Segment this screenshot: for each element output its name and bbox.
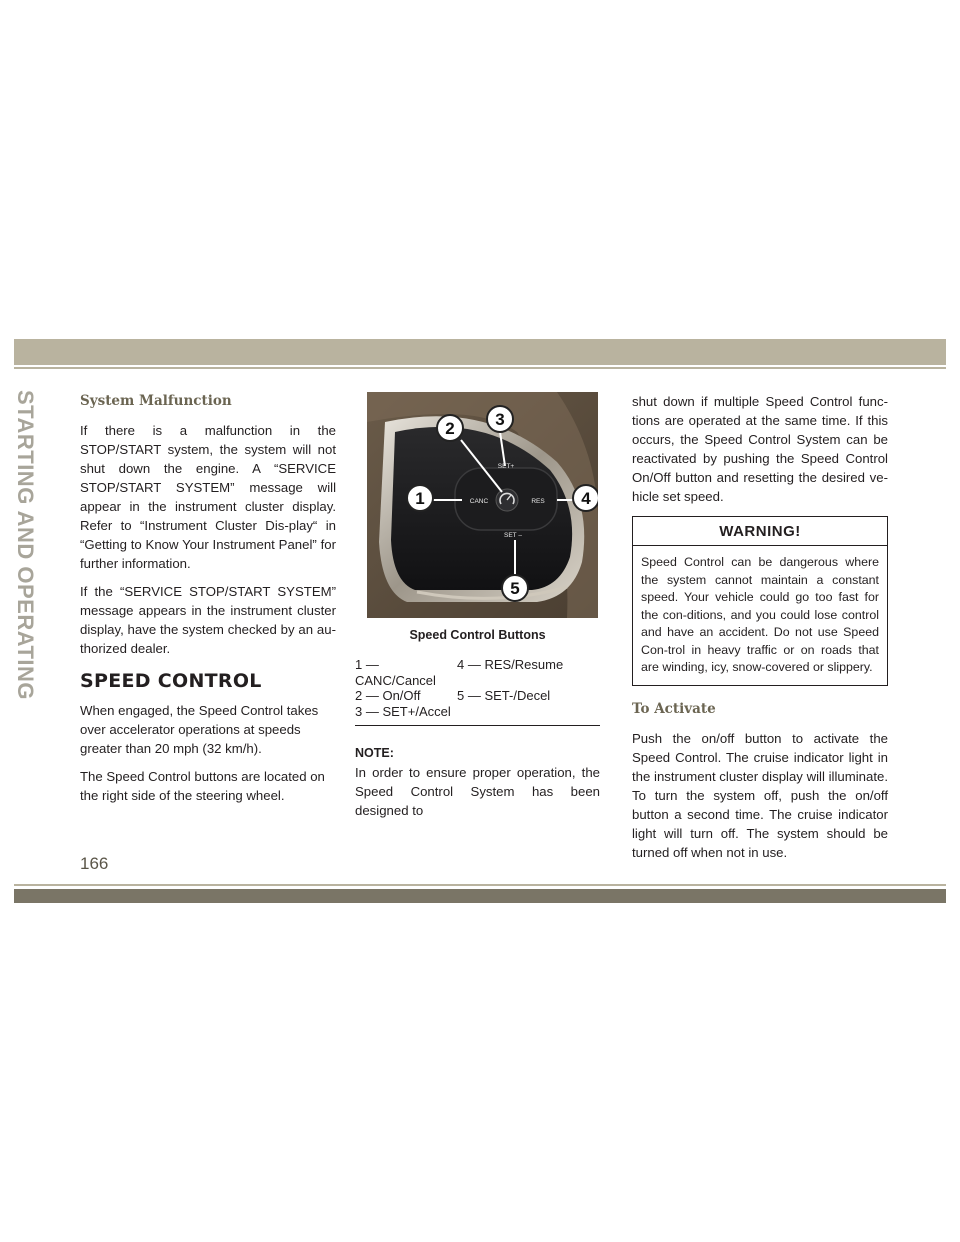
callout-1: 1 (415, 489, 425, 508)
legend-item: 2 — On/Off (355, 688, 421, 703)
side-tab-label: STARTING AND OPERATING (13, 390, 38, 701)
footer-rule (14, 884, 946, 886)
paragraph: The Speed Control buttons are located on the right side of the steering wheel. (80, 769, 325, 803)
page-number: 166 (80, 854, 109, 873)
figure-legend (355, 657, 600, 726)
legend-item: 1 — CANC/Cancel (355, 657, 436, 688)
paragraph: When engaged, the Speed Control takes over accelerator operations at speeds greater than 20 mph (32 km/h). (80, 703, 319, 756)
canc-label: CANC (469, 498, 489, 505)
paragraph: If the “SERVICE STOP/START SYSTEM” message appears in the instrument cluster display, have the system checked by an au-thorized dealer. (80, 584, 336, 656)
callout-2: 2 (445, 419, 455, 438)
callout-5: 5 (510, 579, 520, 598)
heading-to-activate: To Activate (632, 700, 716, 717)
warning-text: Speed Control can be dangerous where the system cannot maintain a constant speed. Your vehicle could go too fast for the con-ditions, and you could lose control and have an accident. Do not use Speed Con-trol in heavy traffic or on roads that are winding, icy, snow-covered or slippery. (641, 555, 879, 674)
side-tab (8, 390, 38, 830)
speed-control-buttons-figure (367, 392, 598, 618)
res-label: RES (531, 498, 545, 505)
callout-3: 3 (495, 410, 505, 429)
note-text: In order to ensure proper operation, the Speed Control System has been designed to (355, 765, 600, 818)
warning-box (632, 516, 888, 686)
note-label: NOTE: (355, 746, 394, 760)
steering-wheel-illustration (367, 392, 598, 618)
callout-4: 4 (581, 489, 591, 508)
paragraph: If there is a malfunction in the STOP/START system, the system will not shut down the engine. A “SERVICE STOP/START SYSTEM” message will appear in the instrument cluster display. Refer to “Instrument Cluster Dis-play“ in “Getting to Know Your Instrument Panel” for further information. (80, 423, 336, 571)
legend-item: 4 — RES/Resume (457, 657, 564, 672)
heading-speed-control: SPEED CONTROL (80, 670, 262, 692)
set-plus-label: SET+ (497, 463, 515, 470)
paragraph: Push the on/off button to activate the Speed Control. The cruise indicator light in the instrument cluster display will illuminate. To turn the system off, push the on/off button a second time. The cruise indicator light will turn off. The system should be turned off when not in use. (632, 730, 888, 860)
legend-item: 3 — SET+/Accel (355, 703, 451, 719)
column-1 (80, 392, 336, 814)
column-2 (355, 392, 600, 829)
footer-band (14, 889, 946, 903)
legend-item: 5 — SET-/Decel (457, 688, 551, 703)
legend-item (457, 704, 597, 720)
heading-system-malfunction: System Malfunction (80, 393, 232, 409)
set-minus-label: SET – (504, 532, 522, 539)
header-band (14, 339, 946, 365)
warning-title: WARNING! (633, 517, 887, 546)
header-rule (14, 367, 946, 369)
figure-caption: Speed Control Buttons (409, 628, 546, 642)
column-3 (632, 392, 888, 871)
paragraph: shut down if multiple Speed Control func-tions are operated at the same time. If this occurs, the Speed Control System can be reactivated by pushing the Speed Control On/Off button and resetting the desired ve-hicle set speed. (632, 394, 888, 504)
